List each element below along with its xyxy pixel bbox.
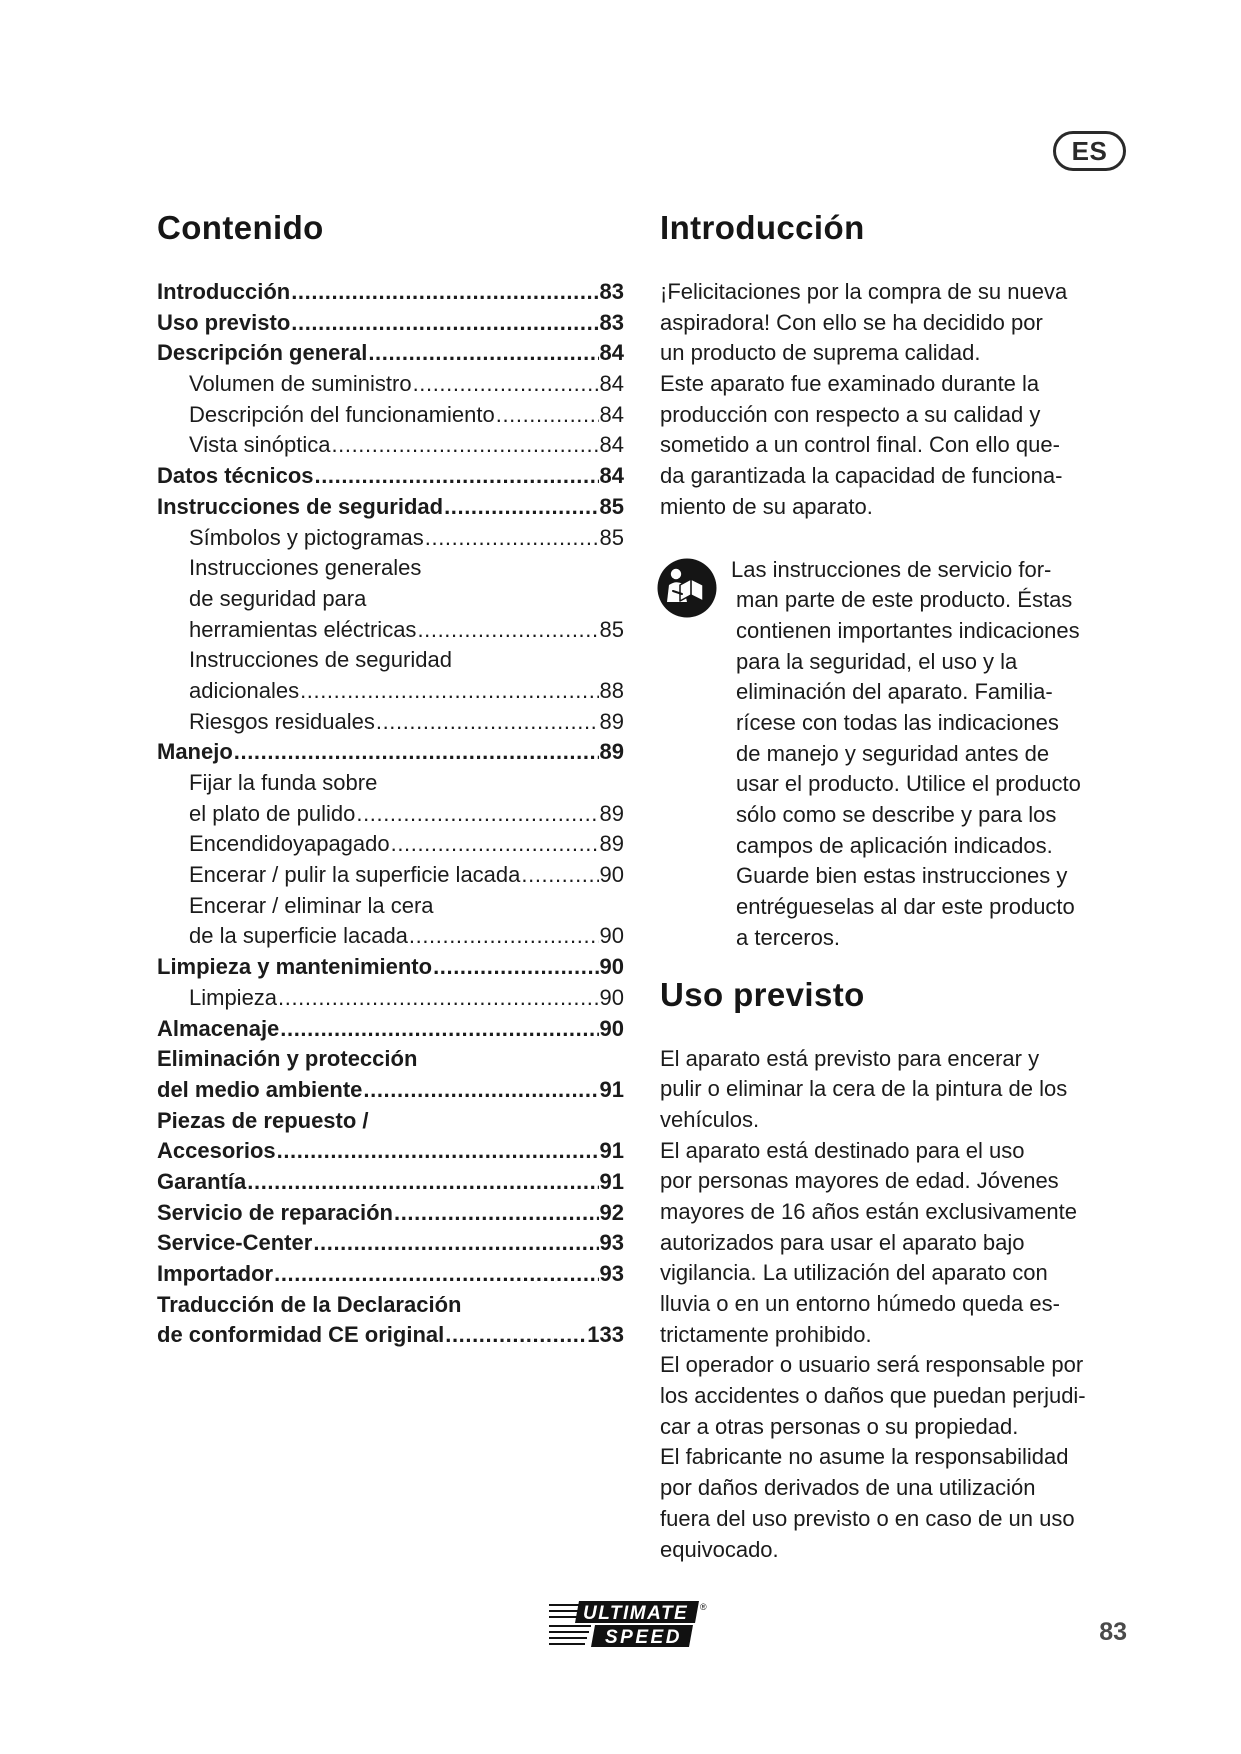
toc-entry-label: Almacenaje — [157, 1015, 280, 1041]
registered-mark: ® — [700, 1602, 707, 1612]
text-line: rícese con todas las indicaciones — [736, 710, 1059, 736]
toc-leader — [290, 277, 598, 308]
toc-entry-page: 84 — [599, 371, 624, 397]
intended-use-paragraph — [660, 1044, 1130, 1566]
toc-entry-label: Encerar / eliminar la cera — [189, 892, 434, 918]
intro-paragraph — [660, 277, 1130, 523]
safety-note — [731, 555, 1131, 954]
toc-entry-page: 133 — [587, 1322, 624, 1348]
toc-entry-label: Piezas de repuesto / — [157, 1107, 369, 1133]
text-line: ¡Felicitaciones por la compra de su nueva — [660, 279, 1068, 304]
text-line: vigilancia. La utilización del aparato con — [660, 1260, 1048, 1286]
toc-entry-page: 93 — [599, 1261, 624, 1286]
toc-entry-page: 89 — [599, 708, 624, 734]
toc-entry-label: Instrucciones de seguridad — [157, 493, 444, 519]
table-of-contents — [157, 277, 624, 1351]
toc-leader — [443, 492, 598, 523]
text-line: Este aparato fue examinado durante la — [660, 371, 1040, 397]
toc-leader — [312, 1228, 598, 1259]
toc-subentry — [157, 983, 624, 1014]
intended-use-title: Uso previsto — [660, 976, 865, 1013]
toc-entry — [157, 1136, 624, 1167]
toc-entry-page: 85 — [599, 524, 624, 550]
text-line: lluvia o en un entorno húmedo queda es- — [660, 1291, 1060, 1316]
toc-entry-label: herramientas eléctricas — [189, 616, 417, 642]
logo-text-bottom: SPEED — [605, 1627, 682, 1648]
toc-entry-label: Uso previsto — [157, 309, 291, 335]
toc-entry-label: Instrucciones de seguridad — [189, 647, 452, 673]
toc-leader — [424, 523, 599, 554]
toc-leader — [362, 1075, 598, 1106]
text-line: car a otras personas o su propiedad. — [660, 1413, 1019, 1439]
toc-entry — [157, 492, 624, 523]
text-line: mayores de 16 años están exclusivamente — [660, 1198, 1078, 1224]
toc-subentry-continued — [157, 584, 624, 615]
toc-entry-label: Manejo — [157, 739, 233, 765]
toc-entry-label: Datos técnicos — [157, 463, 314, 489]
text-line: Guarde bien estas instrucciones y — [736, 863, 1068, 889]
text-line: man parte de este producto. Éstas — [736, 587, 1073, 613]
toc-leader — [393, 1198, 599, 1229]
text-line: usar el producto. Utilice el producto — [736, 771, 1081, 797]
toc-entry-label: Servicio de reparación — [157, 1199, 393, 1225]
toc-leader — [390, 829, 599, 860]
text-line: por daños derivados de una utilización — [660, 1475, 1036, 1501]
toc-subentry-continued — [157, 553, 624, 584]
toc-entry-label: adicionales — [189, 677, 300, 703]
text-line: sólo como se describe y para los — [736, 802, 1057, 828]
toc-leader — [408, 921, 599, 952]
toc-subentry — [157, 799, 624, 830]
toc-entry-page: 83 — [599, 309, 624, 335]
toc-entry-page: 90 — [599, 954, 624, 980]
toc-entry-page: 91 — [599, 1168, 624, 1194]
text-line: trictamente prohibido. — [660, 1321, 872, 1347]
toc-entry-label: Limpieza — [189, 984, 278, 1010]
toc-entry — [157, 952, 624, 983]
toc-leader — [276, 1136, 599, 1167]
text-line: para la seguridad, el uso y la — [736, 648, 1018, 674]
toc-leader — [495, 400, 599, 431]
text-line: contienen importantes indicaciones — [736, 617, 1080, 643]
logo-text-top: ULTIMATE — [583, 1603, 689, 1624]
text-line: vehículos. — [660, 1106, 760, 1132]
text-line: un producto de suprema calidad. — [660, 340, 981, 366]
toc-leader — [233, 737, 599, 768]
toc-entry-page: 83 — [599, 279, 624, 304]
toc-entry-label: Garantía — [157, 1168, 247, 1194]
toc-entry — [157, 308, 624, 339]
toc-subentry — [157, 921, 624, 952]
toc-leader — [290, 308, 598, 339]
text-line: campos de aplicación indicados. — [736, 832, 1053, 858]
language-badge: ES — [1053, 131, 1126, 171]
text-line: El aparato está destinado para el uso — [660, 1137, 1025, 1163]
toc-subentry — [157, 860, 624, 891]
text-line: El operador o usuario será responsable por — [660, 1352, 1084, 1378]
text-line: autorizados para usar el aparato bajo — [660, 1229, 1025, 1255]
read-manual-icon — [657, 558, 717, 618]
toc-entry-label: Service-Center — [157, 1230, 313, 1256]
toc-entry-label: de la superficie lacada — [189, 923, 408, 949]
toc-entry-label: Vista sinóptica — [189, 432, 331, 458]
toc-entry-continued — [157, 1106, 624, 1137]
text-line: aspiradora! Con ello se ha decidido por — [660, 309, 1043, 335]
toc-entry — [157, 1198, 624, 1229]
toc-entry — [157, 1075, 624, 1106]
toc-entry-page: 88 — [599, 677, 624, 703]
toc-subentry — [157, 400, 624, 431]
toc-leader — [355, 799, 598, 830]
toc-entry-label: Introducción — [157, 279, 291, 304]
toc-entry-label: Eliminación y protección — [157, 1046, 418, 1072]
toc-leader — [246, 1167, 598, 1198]
toc-leader — [367, 338, 598, 369]
toc-subentry — [157, 707, 624, 738]
toc-entry-label: Encendidoyapagado — [189, 831, 390, 857]
intro-title: Introducción — [660, 209, 865, 246]
text-line: producción con respecto a su calidad y — [660, 401, 1041, 427]
toc-entry-page: 91 — [599, 1076, 624, 1102]
toc-entry-label: del medio ambiente — [157, 1076, 363, 1102]
toc-subentry-continued — [157, 645, 624, 676]
text-line: El fabricante no asume la responsabilidad — [660, 1444, 1069, 1470]
text-line: pulir o eliminar la cera de la pintura de los — [660, 1076, 1068, 1102]
toc-title: Contenido — [157, 209, 324, 246]
toc-entry-page: 85 — [599, 493, 624, 519]
text-line: los accidentes o daños que puedan perjudi- — [660, 1383, 1086, 1409]
text-line: miento de su aparato. — [660, 493, 873, 519]
toc-entry-label: Instrucciones generales — [189, 555, 422, 581]
toc-leader — [375, 707, 599, 738]
toc-entry-label: Importador — [157, 1261, 274, 1286]
toc-subentry — [157, 829, 624, 860]
toc-entry-page: 89 — [599, 831, 624, 857]
toc-entry-label: Accesorios — [157, 1138, 276, 1164]
toc-entry — [157, 737, 624, 768]
text-line: da garantizada la capacidad de funciona- — [660, 463, 1063, 489]
toc-leader — [279, 1014, 598, 1045]
toc-leader — [330, 430, 598, 461]
toc-leader — [416, 615, 598, 646]
toc-subentry — [157, 676, 624, 707]
toc-leader — [273, 1259, 598, 1290]
toc-entry-continued — [157, 1044, 624, 1075]
text-line: equivocado. — [660, 1536, 779, 1562]
text-line: El aparato está previsto para encerar y — [660, 1045, 1040, 1071]
page-number: 83 — [1099, 1618, 1127, 1646]
brand-logo — [547, 1599, 712, 1649]
toc-leader — [432, 952, 598, 983]
toc-entry-label: Limpieza y mantenimiento — [157, 954, 433, 980]
text-line: a terceros. — [736, 924, 840, 950]
text-line: por personas mayores de edad. Jóvenes — [660, 1168, 1059, 1194]
toc-leader — [277, 983, 598, 1014]
text-line: eliminación del aparato. Familia- — [736, 679, 1053, 705]
toc-entry — [157, 338, 624, 369]
toc-entry-label: Símbolos y pictogramas — [189, 524, 424, 550]
toc-entry-page: 92 — [599, 1199, 624, 1225]
toc-entry-page: 90 — [599, 862, 624, 888]
toc-entry-page: 91 — [599, 1138, 624, 1164]
toc-entry-label: de conformidad CE original — [157, 1322, 445, 1348]
toc-entry-label: de seguridad para — [189, 585, 367, 611]
toc-entry-label: Descripción general — [157, 340, 368, 366]
text-line: de manejo y seguridad antes de — [736, 740, 1050, 766]
toc-entry-label: Descripción del funcionamiento — [189, 401, 495, 427]
toc-subentry-continued — [157, 891, 624, 922]
toc-entry-page: 90 — [599, 923, 624, 949]
text-line: entrégueselas al dar este producto — [736, 894, 1075, 920]
toc-leader — [299, 676, 598, 707]
toc-entry — [157, 1228, 624, 1259]
toc-leader — [314, 461, 599, 492]
toc-subentry — [157, 615, 624, 646]
toc-entry-page: 84 — [599, 340, 624, 366]
toc-entry-page: 90 — [599, 1015, 624, 1041]
toc-entry-label: Encerar / pulir la superficie lacada — [189, 862, 521, 888]
toc-leader — [444, 1320, 586, 1351]
toc-subentry — [157, 430, 624, 461]
toc-subentry — [157, 523, 624, 554]
toc-entry — [157, 1320, 624, 1351]
toc-leader — [520, 860, 598, 891]
toc-entry-label: Traducción de la Declaración — [157, 1291, 462, 1317]
toc-entry-label: Fijar la funda sobre — [189, 770, 378, 795]
toc-entry-label: Riesgos residuales — [189, 708, 375, 734]
toc-entry — [157, 1167, 624, 1198]
toc-subentry-continued — [157, 768, 624, 799]
toc-entry — [157, 1259, 624, 1290]
toc-entry-page: 85 — [599, 616, 624, 642]
toc-entry-label: Volumen de suministro — [189, 371, 412, 397]
toc-entry-page: 84 — [599, 463, 624, 489]
text-line: Las instrucciones de servicio for- — [731, 556, 1052, 582]
toc-entry-page: 90 — [599, 984, 624, 1010]
toc-entry-page: 89 — [599, 800, 624, 826]
toc-entry-label: el plato de pulido — [189, 800, 356, 826]
toc-entry-page: 84 — [599, 401, 624, 427]
toc-entry-continued — [157, 1290, 624, 1321]
toc-entry-page: 84 — [599, 432, 624, 458]
text-line: fuera del uso previsto o en caso de un uso — [660, 1505, 1075, 1531]
toc-entry — [157, 277, 624, 308]
toc-entry — [157, 1014, 624, 1045]
toc-leader — [412, 369, 599, 400]
toc-entry-page: 93 — [599, 1230, 624, 1256]
toc-subentry — [157, 369, 624, 400]
toc-entry — [157, 461, 624, 492]
text-line: sometido a un control final. Con ello que- — [660, 432, 1060, 458]
toc-entry-page: 89 — [599, 739, 624, 765]
